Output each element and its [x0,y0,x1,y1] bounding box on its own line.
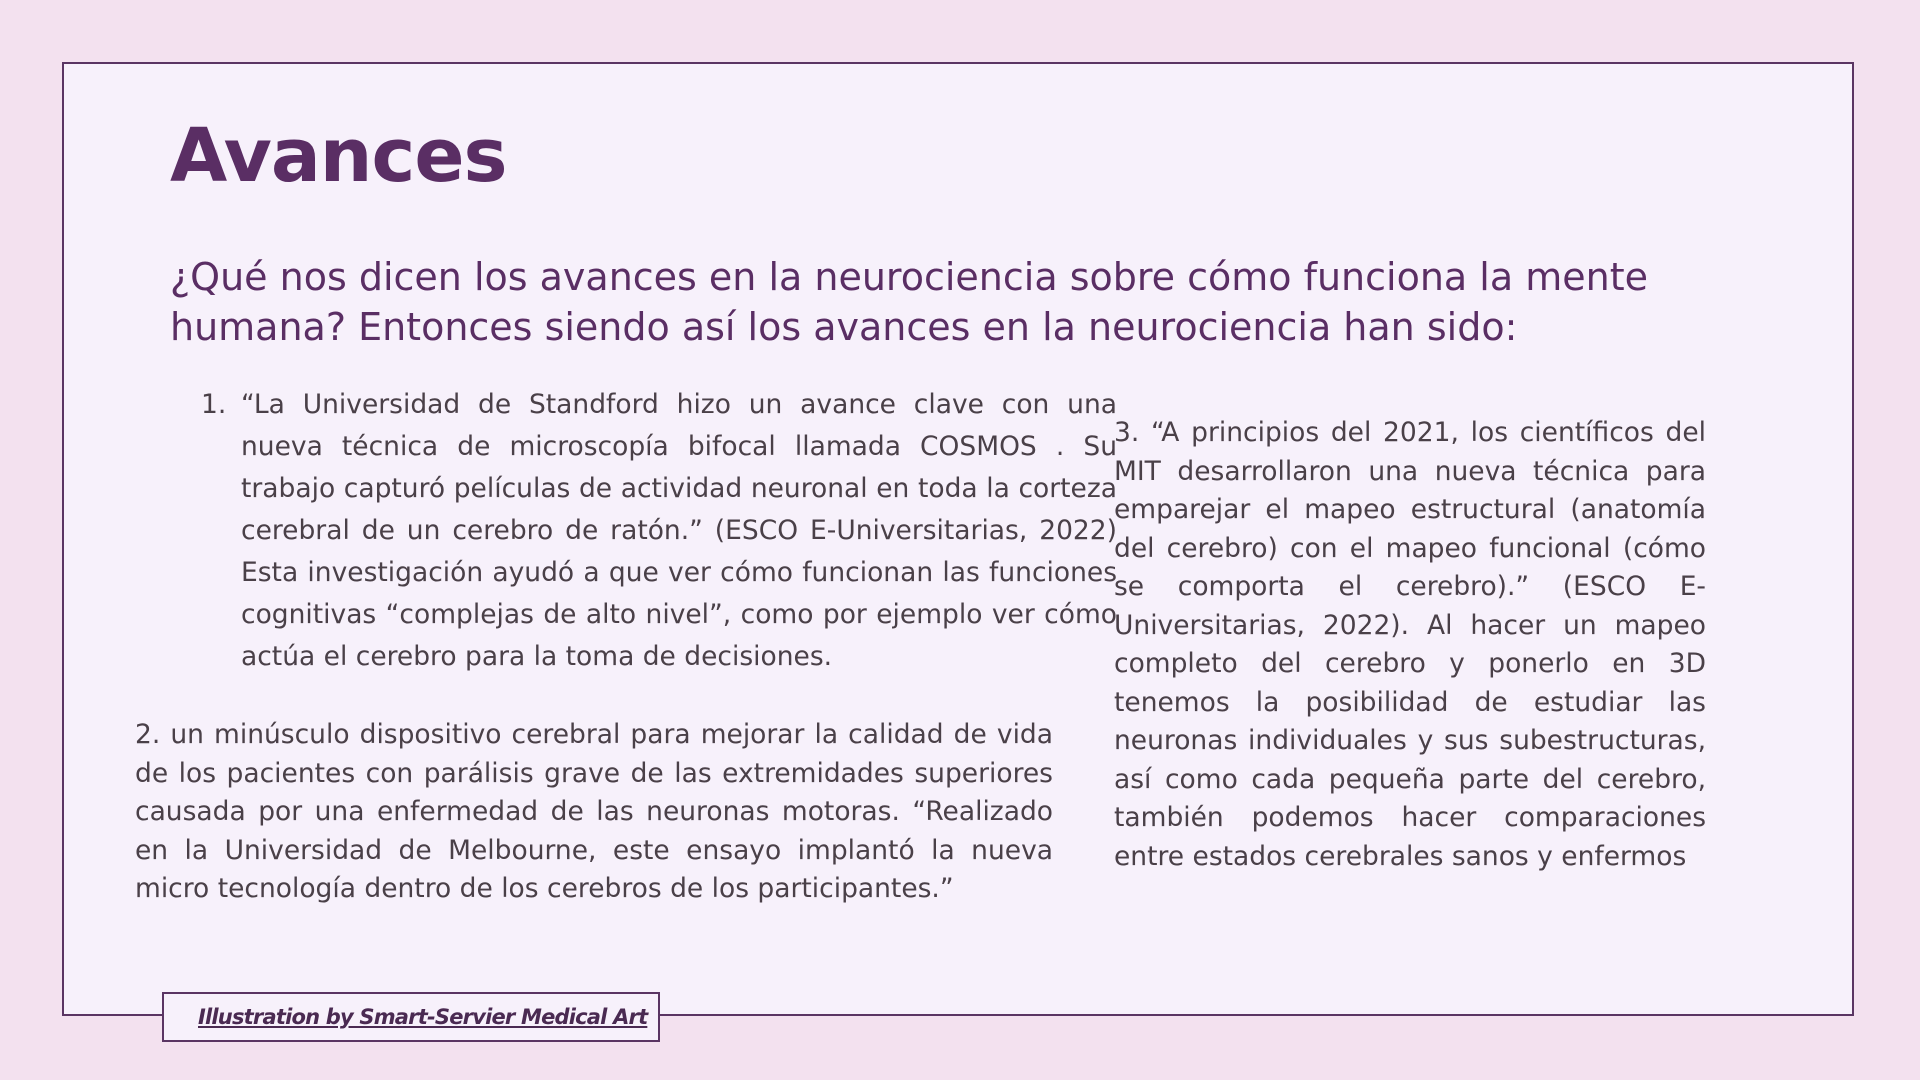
list-item-1-text: “La Universidad de Standford hizo un avance clave con una nueva técnica de microscopía bifocal llamada COSMOS . Su trabajo capturó películas de actividad neuronal en toda la corteza cerebral de un cerebro de ratón.” (ESCO E-Universitarias, 2022) Esta investigación ayudó a que ver cómo funcionan las funciones cognitivas “complejas de alto nivel”, como por ejemplo ver cómo actúa el cerebro para la toma de decisiones. [241,389,1117,672]
credit-label: Illustration by Smart-Servier Medical Art [198,1005,648,1029]
list-item-3-text: 3. “A principios del 2021, los científicos del MIT desarrollaron una nueva técnica para emparejar el mapeo estructural (anatomía del cerebro) con el mapeo funcional (cómo se comporta el cerebro).” (ESCO E-Universitarias, 2022). Al hacer un mapeo completo del cerebro y ponerlo en 3D tenemos la posibilidad de estudiar las neuronas individuales y sus subestructuras, así como cada pequeña parte del cerebro, también podemos hacer comparaciones entre estados cerebrales sanos y enfermos [1114,417,1706,872]
list-item-1-number: 1. [201,389,227,420]
illustration-credit [162,992,660,1042]
slide-title: Avances [170,113,507,199]
slide-subtitle: ¿Qué nos dicen los avances en la neurociencia sobre cómo funciona la mente humana? Entonces siendo así los avances en la neurociencia han sido: [170,255,1648,349]
list-item-1 [197,384,1117,678]
list-item-2-text: 2. un minúsculo dispositivo cerebral para mejorar la calidad de vida de los pacientes con parálisis grave de las extremidades superiores causada por una enfermedad de las neuronas motoras. “Realizado en la Universidad de Melbourne, este ensayo implantó la nueva micro tecnología dentro de los cerebros de los participantes.” [135,719,1053,904]
